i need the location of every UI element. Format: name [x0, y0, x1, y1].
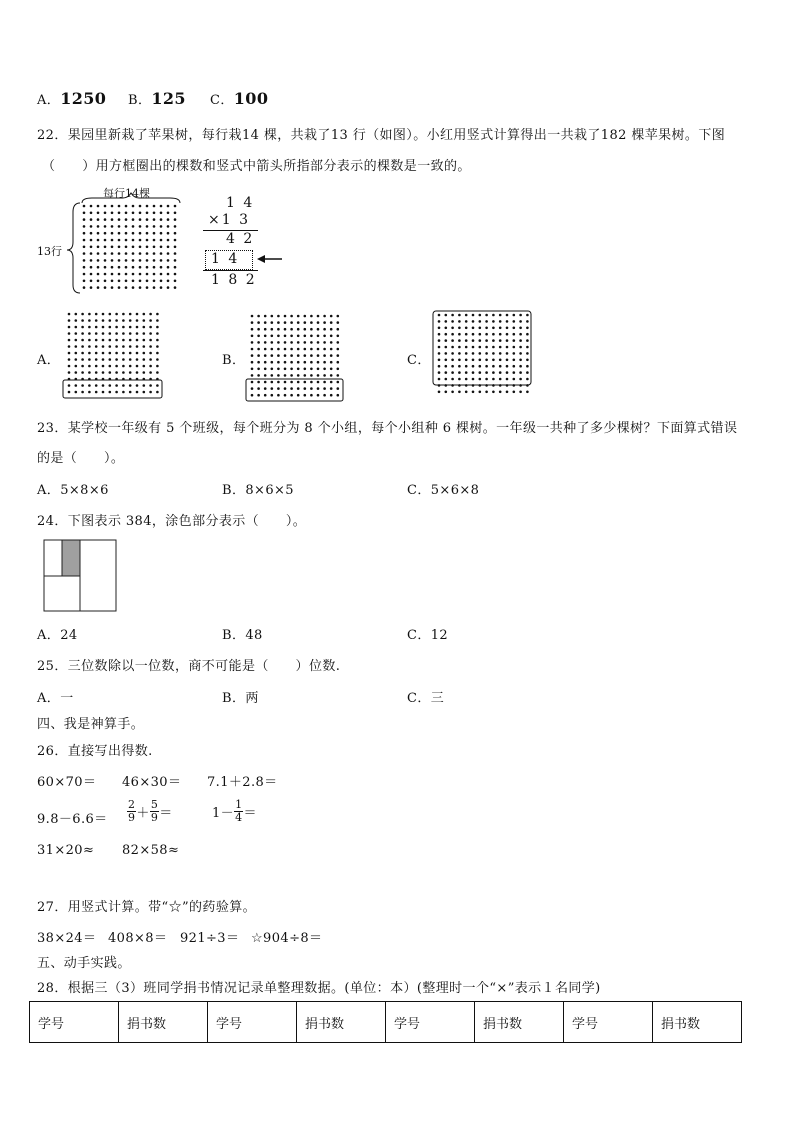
shaded-part: [62, 540, 80, 576]
record-table: [29, 1001, 742, 1043]
fraction: $\frac{5}{9}$: [150, 798, 159, 824]
table-row: [30, 1002, 742, 1043]
fraction: $\frac{1}{4}$: [235, 798, 243, 824]
q27-expr-1: 38×24＝: [37, 931, 97, 946]
q24-option-b[interactable]: B．48: [222, 628, 263, 643]
q26-expr-6: 1－ $\frac{1}{4}$ ＝: [212, 798, 257, 824]
calc-multiplier: ×1 3: [208, 212, 250, 228]
q24-option-c[interactable]: C．12: [407, 628, 449, 643]
q25-option-a[interactable]: A．一: [37, 691, 74, 706]
q27-expr-3: 921÷3＝: [180, 931, 240, 946]
q25-option-b[interactable]: B．两: [222, 691, 259, 706]
q23-line1: 23．某学校一年级有 5 个班级，每个班分为 8 个小组，每个小组种 6 棵树。一年级一共种了多少棵树？下面算式错误: [37, 421, 738, 436]
section-4-title: 四、我是神算手。: [37, 717, 145, 732]
calc-partial-1: 4 2: [226, 231, 255, 247]
q27-expr-2: 408×8＝: [108, 931, 168, 946]
q26-expr-3: 7.1＋2.8＝: [207, 775, 278, 790]
q23-option-c[interactable]: C．5×6×8: [407, 483, 480, 498]
q24-text: 24．下图表示 384，涂色部分表示（ ）。: [37, 514, 307, 529]
table-header-cell: 捐书数: [297, 1002, 386, 1043]
table-header-cell: 学号: [30, 1002, 119, 1043]
table-header-cell: 捐书数: [475, 1002, 564, 1043]
rows-label: 13行: [37, 245, 62, 258]
table-header-cell: 学号: [386, 1002, 475, 1043]
brace-label: 每行14棵: [103, 187, 150, 200]
calc-result: 1 8 2: [211, 272, 257, 288]
q22-line1: 22．果园里新栽了苹果树，每行栽14 棵，共栽了13 行（如图）。小红用竖式计算得出一共栽了182 棵苹果树。下图: [37, 128, 726, 143]
table-header-cell: 捐书数: [653, 1002, 742, 1043]
table-header-cell: 捐书数: [119, 1002, 208, 1043]
section-5-title: 五、动手实践。: [37, 956, 131, 971]
option-value: 1250: [60, 89, 107, 108]
q26-text: 26．直接写出得数.: [37, 744, 153, 759]
q27-expr-4: ☆904÷8＝: [251, 931, 323, 946]
q26-expr-1: 60×70＝: [37, 775, 97, 790]
q22-line2: （ ）用方框圈出的棵数和竖式中箭头所指部分表示的棵数是一致的。: [42, 159, 471, 174]
option-letter: C．: [210, 93, 234, 108]
q26-expr-4: 9.8－6.6＝: [37, 812, 108, 827]
q27-text: 27．用竖式计算。带“☆”的药验算。: [37, 900, 257, 915]
option-value: 100: [233, 89, 269, 108]
calc-multiplicand: 1 4: [226, 195, 255, 211]
q24-option-a[interactable]: A．24: [37, 628, 78, 643]
q23-option-a[interactable]: A．5×8×6: [37, 483, 109, 498]
q22-option-b[interactable]: B．: [222, 353, 246, 368]
option-value: 125: [151, 89, 186, 108]
q28-text: 28．根据三（3）班同学捐书情况记录单整理数据。(单位：本）(整理时一个“×”表示１名同学): [37, 981, 601, 996]
q26-expr-7: 31×20≈: [37, 843, 95, 858]
fraction: $\frac{2}{9}$: [128, 798, 136, 824]
table-header-cell: 学号: [564, 1002, 653, 1043]
q26-expr-2: 46×30＝: [122, 775, 182, 790]
q25-text: 25．三位数除以一位数，商不可能是（ ）位数.: [37, 659, 341, 674]
q26-expr-8: 82×58≈: [122, 843, 180, 858]
q23-line2: 的是（ ）。: [37, 451, 125, 466]
option-letter: B．: [128, 93, 152, 108]
q25-option-c[interactable]: C．三: [407, 691, 445, 706]
table-header-cell: 学号: [208, 1002, 297, 1043]
option-letter: A．: [37, 93, 61, 108]
q22-option-c[interactable]: C．: [407, 353, 431, 368]
q23-option-b[interactable]: B．8×6×5: [222, 483, 294, 498]
calc-partial-2: 1 4: [211, 251, 240, 267]
q26-expr-5: $\frac{2}{9}$ ＋ $\frac{5}{9}$ ＝: [128, 798, 173, 824]
q22-option-a[interactable]: A．: [37, 353, 61, 368]
